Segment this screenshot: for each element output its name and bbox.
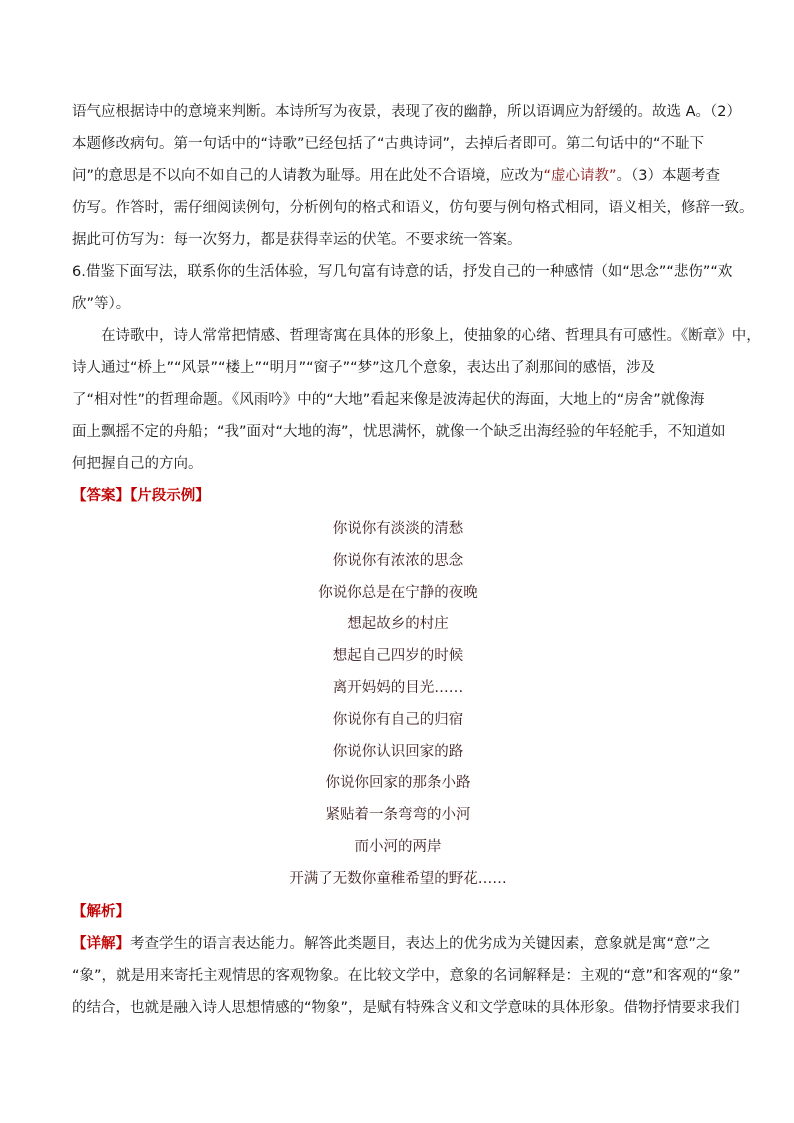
poem-line: 你说你有自己的归宿	[332, 711, 464, 728]
explanation-paragraph	[72, 96, 754, 256]
text-line: 的结合，也就是融入诗人思想情感的“物象”，是赋有特殊含义和文学意味的具体形象。借物抒情要求我们	[72, 999, 740, 1016]
text-line: “象”，就是用来寄托主观情思的客观物象。在比较文学中，意象的名词解释是：主观的“意”和客观的“象”	[72, 967, 741, 984]
passage-line: 诗人通过“桥上”“风景”“楼上”“明月”“窗子”“梦”这几个意象，表达出了刹那间的感悟，涉及	[72, 360, 656, 376]
poem-line: 你说你认识回家的路	[332, 743, 464, 760]
answer-label: 【答案】【片段示例】	[72, 488, 210, 504]
poem-line: 而小河的两岸	[354, 838, 442, 855]
text-line: 本题修改病句。第一句话中的“诗歌”已经包括了“古典诗词”，去掉后者即可。第二句话中的“不耻下	[72, 136, 705, 152]
poem-line: 想起自己四岁的时候	[332, 648, 464, 665]
poem-line: 想起故乡的村庄	[347, 616, 449, 633]
question-text: 欣”等）。	[72, 296, 131, 312]
analysis-label: 【解析】	[72, 903, 130, 920]
poem-line: 离开妈妈的目光……	[332, 679, 464, 696]
answer-poem	[72, 514, 724, 896]
poem-line: 你说你有淡淡的清愁	[332, 521, 464, 537]
poem-line: 你说你回家的那条小路	[325, 775, 471, 792]
passage-line: 何把握自己的方向。	[72, 456, 203, 472]
text-segment: 考查学生的语言表达能力。解答此类题目，表达上的优劣成为关键因素，意象就是寓“意”之	[130, 935, 711, 952]
question-text: 6.借鉴下面写法，联系你的生活体验，写几句富有诗意的话，抒发自己的一种感情（如“思念”“悲伤”“欢	[72, 264, 733, 280]
question-6	[72, 256, 761, 480]
text-line: 仿写。作答时，需仔细阅读例句，分析例句的格式和语义，仿句要与例句格式相同，语义相关，修辞一致。	[72, 200, 754, 216]
text-line: 语气应根据诗中的意境来判断。本诗所写为夜景，表现了夜的幽静，所以语调应为舒缓的。故选 A。（2）	[72, 104, 741, 120]
text-line	[72, 160, 724, 192]
passage-line: 在诗歌中，诗人常常把情感、哲理寄寓在具体的形象上，使抽象的心绪、哲理具有可感性。《断章》中，	[101, 328, 761, 344]
poem-line: 你说你有浓浓的思念	[332, 552, 464, 569]
document-page	[72, 96, 761, 1024]
text-segment: 。（3）本题考查	[616, 168, 721, 184]
text-line	[72, 928, 724, 960]
text-segment: 问”的意思是不以向不如自己的人请教为耻辱。用在此处不合语境，应改为	[72, 168, 544, 184]
detail-label: 【详解】	[72, 935, 130, 952]
passage-line: 面上飘摇不定的舟船；“我”面对“大地的海”，忧思满怀，就像一个缺乏出海经验的年轻舵手，不知道如	[72, 424, 726, 440]
poem-line: 开满了无数你童稚希望的野花……	[289, 870, 507, 887]
highlighted-answer: “虚心请教”	[543, 168, 617, 184]
detail-paragraph	[72, 928, 741, 1024]
poem-line: 紧贴着一条弯弯的小河	[325, 807, 471, 824]
text-line: 据此可仿写为：每一次努力，都是获得幸运的伏笔。不要求统一答案。	[72, 232, 522, 248]
poem-line: 你说你总是在宁静的夜晚	[318, 584, 478, 601]
passage-line: 了“相对性”的哲理命题。《风雨吟》中的“大地”看起来像是波涛起伏的海面，大地上的“房舍”就像海	[72, 392, 705, 408]
